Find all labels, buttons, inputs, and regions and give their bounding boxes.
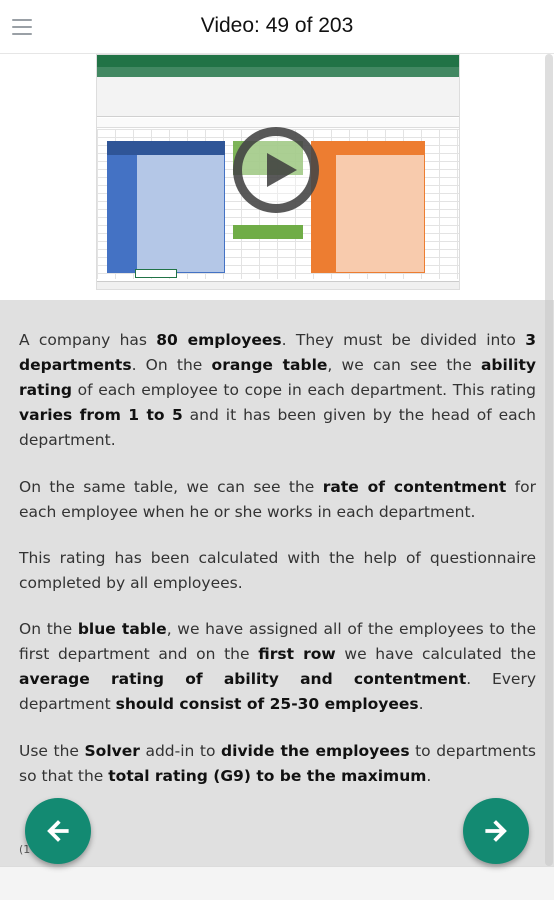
page-title: Video: 49 of 203: [200, 14, 354, 37]
emphasis-text: should consist of 25-30 employees: [115, 695, 419, 713]
blue-table-column: [107, 141, 137, 273]
scrollbar-thumb[interactable]: [545, 54, 553, 866]
emphasis-text: varies from 1 to 5: [19, 406, 183, 424]
orange-table-header: [335, 141, 425, 155]
video-thumbnail[interactable]: [96, 54, 460, 290]
emphasis-text: ability rating: [19, 356, 536, 399]
paragraph: On the same table, we can see the rate of contentment for each employee when he or she works in each department.: [19, 478, 536, 521]
footnote: (1: [19, 843, 31, 856]
emphasis-text: 80 employees: [156, 331, 282, 349]
emphasis-text: first row: [258, 645, 336, 663]
emphasis-text: 3 departments: [19, 331, 536, 374]
emphasis-text: divide the employees: [221, 742, 410, 760]
emphasis-text: orange table: [211, 356, 328, 374]
emphasis-text: average rating of ability and contentment: [19, 670, 467, 688]
orange-table: [335, 141, 425, 273]
scrollbar[interactable]: [544, 54, 554, 866]
excel-status-bar: [97, 281, 459, 290]
excel-ribbon: [97, 77, 459, 117]
play-icon[interactable]: [233, 127, 319, 213]
paragraph: A company has 80 employees. They must be divided into 3 departments. On the orange table, we can see the ability rating of each employee to cope in each department. This rating varies from 1 to 5 and it has been given by the head of each department.: [19, 331, 536, 449]
emphasis-text: total rating (G9) to be the maximum: [108, 767, 427, 785]
previous-button[interactable]: [25, 798, 91, 864]
paragraph: On the blue table, we have assigned all of the employees to the first department and on the first row we have calculated the average rating of ability and contentment. Every department should consist of 25-30 employees.: [19, 620, 536, 713]
description-panel: [0, 300, 554, 866]
top-app-bar: [0, 0, 554, 54]
arrow-left-icon: [43, 816, 73, 846]
green-cells: [233, 225, 303, 239]
paragraph: This rating has been calculated with the help of questionnaire completed by all employees.: [19, 549, 536, 592]
video-area: [0, 54, 554, 300]
paragraph: Use the Solver add-in to divide the employees to departments so that the total rating (G9) to be the maximum.: [19, 742, 536, 785]
bottom-bar: [0, 866, 554, 900]
emphasis-text: Solver: [84, 742, 140, 760]
arrow-right-icon: [481, 816, 511, 846]
emphasis-text: rate of contentment: [322, 478, 507, 496]
blue-table-header: [107, 141, 225, 155]
emphasis-text: blue table: [77, 620, 167, 638]
next-button[interactable]: [463, 798, 529, 864]
sheet-tab: [135, 269, 177, 278]
excel-ribbon-tabs: [97, 67, 459, 77]
excel-titlebar: [97, 55, 459, 67]
